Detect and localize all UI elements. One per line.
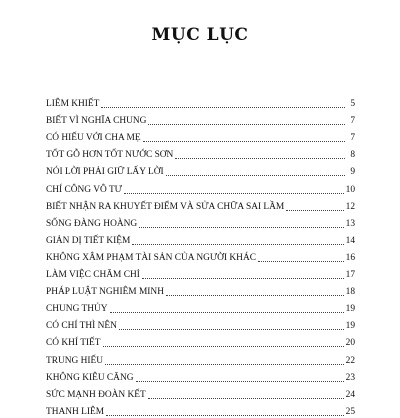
toc-entry[interactable]	[46, 349, 355, 366]
dot-leader	[103, 345, 344, 347]
dot-leader	[286, 209, 343, 211]
toc-entry-label: SỐNG ĐÀNG HOÀNG	[46, 218, 138, 229]
dot-leader	[106, 414, 344, 416]
toc-entry-page: 13	[345, 218, 355, 229]
toc-entry-page: 8	[350, 150, 355, 161]
toc-entry-page: 12	[345, 201, 355, 212]
toc-entry[interactable]	[46, 93, 355, 110]
dot-leader	[166, 294, 344, 296]
toc-entry-label: BIẾT NHẬN RA KHUYẾT ĐIỂM VÀ SỬA CHỮA SAI LẦM	[46, 201, 285, 212]
toc-entry-page: 18	[345, 287, 355, 298]
toc-entry-label: SỨC MẠNH ĐOÀN KẾT	[46, 389, 146, 400]
dot-leader	[101, 106, 345, 108]
dot-leader	[105, 363, 344, 365]
toc-entry-label: CÓ HIẾU VỚI CHA MẸ	[46, 133, 141, 144]
toc-entry-page: 22	[345, 355, 355, 366]
toc-entry-page: 24	[345, 389, 355, 400]
toc-entry-label: LÀM VIỆC CHĂM CHỈ	[46, 270, 140, 281]
toc-entry-label: TỐT GỖ HƠN TỐT NƯỚC SƠN	[46, 150, 174, 161]
toc-entry-page: 20	[345, 338, 355, 349]
toc-entry[interactable]	[46, 230, 355, 247]
toc-entry-label: THANH LIÊM	[46, 406, 105, 417]
toc-list	[46, 93, 355, 418]
toc-entry-label: CHUNG THỦY	[46, 304, 108, 315]
page-title: MỤC LỤC	[151, 25, 249, 45]
toc-entry[interactable]	[46, 144, 355, 161]
dot-leader	[166, 174, 345, 176]
dot-leader	[136, 380, 344, 382]
toc-entry-label: BIẾT VÌ NGHĨA CHUNG	[46, 116, 147, 127]
toc-entry-page: 17	[345, 270, 355, 281]
toc-entry[interactable]	[46, 367, 355, 384]
toc-entry-label: CÓ KHÍ TIẾT	[46, 338, 101, 349]
toc-entry[interactable]	[46, 384, 355, 401]
toc-entry[interactable]	[46, 213, 355, 230]
dot-leader	[143, 140, 345, 142]
toc-entry[interactable]	[46, 178, 355, 195]
dot-leader	[175, 157, 345, 159]
toc-entry-label: PHÁP LUẬT NGHIÊM MINH	[46, 287, 164, 298]
toc-entry-page: 9	[350, 167, 355, 178]
toc-entry-label: GIẢN DỊ TIẾT KIỆM	[46, 235, 131, 246]
toc-entry-page: 16	[345, 252, 355, 263]
toc-entry[interactable]	[46, 127, 355, 144]
toc-entry-page: 25	[345, 406, 355, 417]
toc-entry-label: LIÊM KHIẾT	[46, 99, 100, 110]
toc-entry-page: 19	[345, 304, 355, 315]
dot-leader	[119, 328, 344, 330]
toc-entry-label: CHÍ CÔNG VÔ TƯ	[46, 184, 122, 195]
toc-entry-page: 5	[350, 99, 355, 110]
toc-entry-page: 7	[350, 116, 355, 127]
toc-entry-page: 7	[350, 133, 355, 144]
dot-leader	[132, 243, 343, 245]
dot-leader	[124, 192, 344, 194]
toc-entry[interactable]	[46, 264, 355, 281]
toc-entry-page: 14	[345, 235, 355, 246]
toc-entry-label: CÓ CHÍ THÌ NÊN	[46, 321, 117, 332]
toc-entry-label: KHÔNG XÂM PHẠM TÀI SẢN CỦA NGƯỜI KHÁC	[46, 252, 256, 263]
toc-entry[interactable]	[46, 298, 355, 315]
toc-entry[interactable]	[46, 281, 355, 298]
dot-leader	[258, 260, 344, 262]
toc-entry[interactable]	[46, 315, 355, 332]
toc-entry-label: KHÔNG KIÊU CĂNG	[46, 372, 134, 383]
toc-entry[interactable]	[46, 110, 355, 127]
toc-entry-label: TRUNG HIẾU	[46, 355, 104, 366]
dot-leader	[142, 277, 344, 279]
dot-leader	[148, 397, 344, 399]
toc-entry[interactable]	[46, 332, 355, 349]
toc-entry-label: NÓI LỜI PHẢI GIỮ LẤY LỜI	[46, 167, 164, 178]
toc-entry[interactable]	[46, 196, 355, 213]
toc-entry[interactable]	[46, 401, 355, 418]
toc-entry[interactable]	[46, 161, 355, 178]
toc-entry[interactable]	[46, 247, 355, 264]
dot-leader	[139, 226, 343, 228]
dot-leader	[110, 311, 344, 313]
toc-entry-page: 10	[345, 184, 355, 195]
toc-entry-page: 19	[345, 321, 355, 332]
dot-leader	[148, 123, 345, 125]
toc-entry-page: 23	[345, 372, 355, 383]
